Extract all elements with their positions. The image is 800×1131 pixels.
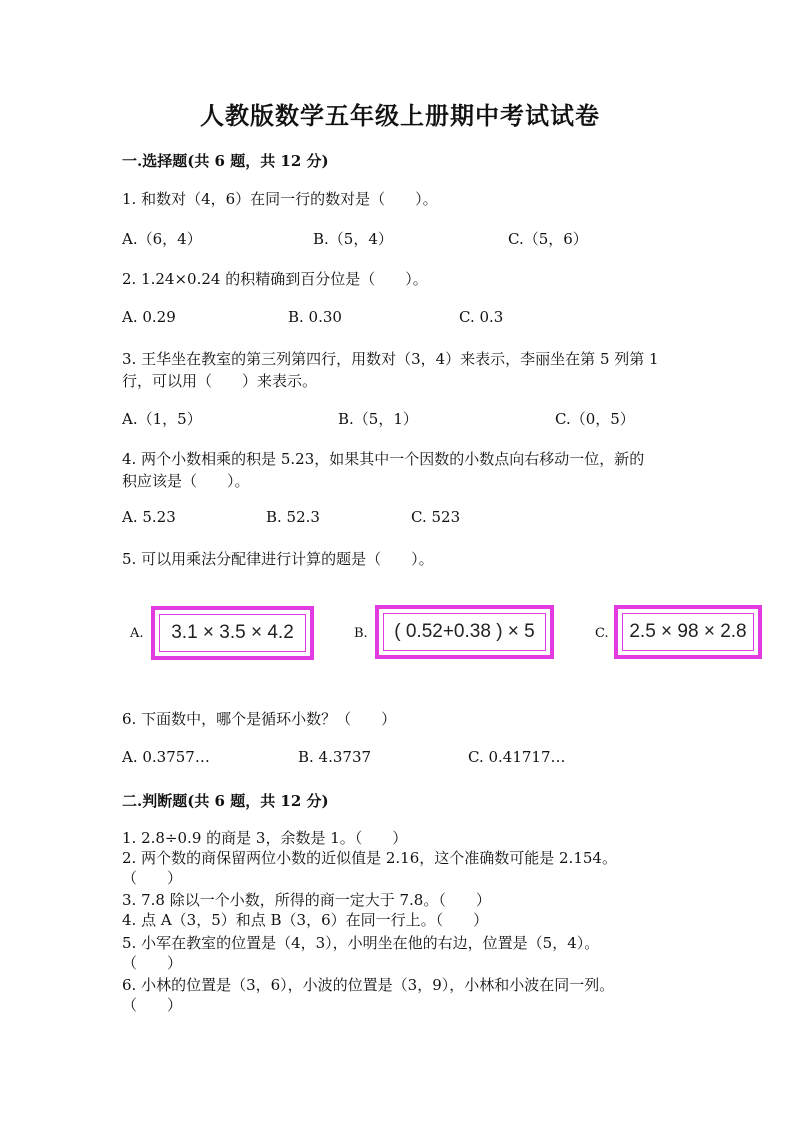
question-4-stem-line-2: 积应该是（ ）。 bbox=[122, 472, 250, 490]
question-3-option-b: B.（5，1） bbox=[338, 410, 418, 428]
judge-line: （ ） bbox=[122, 996, 183, 1014]
judge-line: （ ） bbox=[122, 954, 183, 972]
judge-line: 2. 两个数的商保留两位小数的近似值是 2.16，这个准确数可能是 2.154。 bbox=[122, 849, 617, 867]
judge-line: 1. 2.8÷0.9 的商是 3，余数是 1。（ ） bbox=[122, 829, 408, 847]
question-3-option-c: C.（0，5） bbox=[555, 410, 635, 428]
question-5-option-c-label: C. bbox=[595, 626, 609, 641]
question-5-stem: 5. 可以用乘法分配律进行计算的题是（ ）。 bbox=[122, 550, 434, 568]
question-6-stem: 6. 下面数中，哪个是循环小数？（ ） bbox=[122, 710, 397, 728]
question-6-option-b: B. 4.3737 bbox=[298, 748, 372, 766]
judge-line: 5. 小军在教室的位置是（4，3），小明坐在他的右边，位置是（5，4）。 bbox=[122, 934, 600, 952]
question-5-option-b-text: ( 0.52+0.38 ) × 5 bbox=[394, 621, 535, 642]
question-5-option-b-label: B. bbox=[354, 626, 368, 641]
question-1-option-a: A.（6，4） bbox=[122, 230, 202, 248]
question-5-option-a-text: 3.1 × 3.5 × 4.2 bbox=[171, 622, 294, 643]
page-title: 人教版数学五年级上册期中考试试卷 bbox=[200, 101, 600, 130]
question-2-option-a: A. 0.29 bbox=[122, 308, 176, 326]
section-heading-judgement: 二.判断题(共 6 题，共 12 分) bbox=[122, 792, 329, 810]
question-3-stem-line-2: 行，可以用（ ）来表示。 bbox=[122, 372, 318, 390]
judge-line: 3. 7.8 除以一个小数，所得的商一定大于 7.8。（ ） bbox=[122, 891, 491, 909]
question-6-option-c: C. 0.41717… bbox=[468, 748, 566, 766]
question-1-option-b: B.（5，4） bbox=[313, 230, 393, 248]
judge-line: 6. 小林的位置是（3，6），小波的位置是（3，9），小林和小波在同一列。 bbox=[122, 976, 615, 994]
question-5-option-b-expression bbox=[375, 605, 554, 659]
section-heading-choice: 一.选择题(共 6 题，共 12 分) bbox=[122, 152, 329, 170]
judge-line: 4. 点 A（3，5）和点 B（3，6）在同一行上。（ ） bbox=[122, 911, 489, 929]
judge-line: （ ） bbox=[122, 869, 183, 887]
question-2-stem: 2. 1.24×0.24 的积精确到百分位是（ ）。 bbox=[122, 270, 428, 288]
question-1-option-c: C.（5，6） bbox=[508, 230, 588, 248]
question-2-option-c: C. 0.3 bbox=[459, 308, 504, 326]
question-4-option-b: B. 52.3 bbox=[266, 508, 320, 526]
question-3-stem-line-1: 3. 王华坐在教室的第三列第四行，用数对（3，4）来表示，李丽坐在第 5 列第 1 bbox=[122, 350, 659, 368]
question-4-option-a: A. 5.23 bbox=[122, 508, 176, 526]
question-5-option-a-label: A. bbox=[130, 626, 144, 641]
question-4-option-c: C. 523 bbox=[411, 508, 461, 526]
question-5-option-c-expression bbox=[614, 605, 762, 659]
question-5-option-c-text: 2.5 × 98 × 2.8 bbox=[629, 621, 747, 642]
question-3-option-a: A.（1，5） bbox=[122, 410, 202, 428]
question-4-stem-line-1: 4. 两个小数相乘的积是 5.23，如果其中一个因数的小数点向右移动一位，新的 bbox=[122, 450, 645, 468]
question-1-stem: 1. 和数对（4，6）在同一行的数对是（ ）。 bbox=[122, 190, 438, 208]
question-2-option-b: B. 0.30 bbox=[288, 308, 342, 326]
question-6-option-a: A. 0.3757… bbox=[122, 748, 210, 766]
question-5-option-a-expression bbox=[151, 606, 314, 660]
